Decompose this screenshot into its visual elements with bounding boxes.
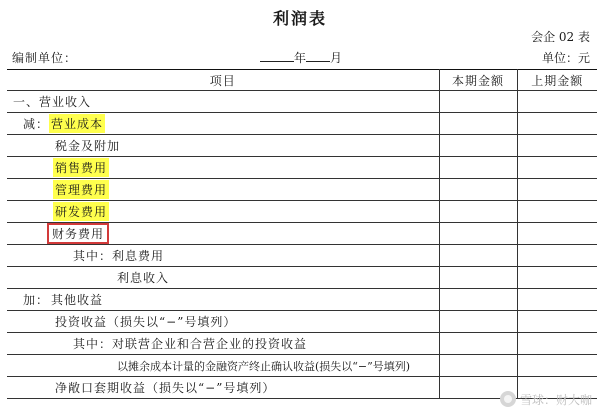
row-item-cell xyxy=(7,179,439,201)
table-row xyxy=(7,311,597,333)
table-row xyxy=(7,135,597,157)
row-label: 投资收益（损失以“−”号填列） xyxy=(55,315,237,329)
current-period-amount-cell xyxy=(439,245,517,267)
current-period-amount-cell xyxy=(439,157,517,179)
row-label: 净敞口套期收益（损失以“−”号填列） xyxy=(55,381,276,395)
current-period-amount-cell xyxy=(439,355,517,377)
table-row xyxy=(7,91,597,113)
row-label: 销售费用 xyxy=(53,158,109,177)
table-row xyxy=(7,179,597,201)
row-item-cell xyxy=(7,245,439,267)
current-period-amount-cell xyxy=(439,113,517,135)
row-item-cell xyxy=(7,267,439,289)
row-label: 其中：对联营企业和合营企业的投资收益 xyxy=(73,337,308,351)
prior-period-amount-cell xyxy=(517,135,597,157)
report-title: 利润表 xyxy=(272,9,327,28)
table-row xyxy=(7,289,597,311)
row-label: 财务费用 xyxy=(47,223,109,244)
table-row xyxy=(7,157,597,179)
prior-period-amount-cell xyxy=(517,333,597,355)
year-label: 年 xyxy=(294,51,307,65)
form-code: 会企 02 表 xyxy=(531,30,590,44)
prior-period-amount-cell xyxy=(517,91,597,113)
column-header-item: 项目 xyxy=(7,70,439,91)
prior-period-amount-cell xyxy=(517,311,597,333)
row-label: 以摊余成本计量的金融资产终止确认收益(损失以“−”号填列) xyxy=(117,359,411,373)
row-label: 一、营业收入 xyxy=(13,95,92,109)
table-row xyxy=(7,267,597,289)
table-row xyxy=(7,223,597,245)
table-row xyxy=(7,333,597,355)
prior-period-amount-cell xyxy=(517,201,597,223)
report-meta-row xyxy=(12,49,590,67)
row-item-cell xyxy=(7,113,439,135)
income-statement-table xyxy=(7,69,597,399)
table-row xyxy=(7,113,597,135)
row-item-cell xyxy=(7,135,439,157)
row-item-cell xyxy=(7,91,439,113)
watermark-text: 雪球：财大咖 xyxy=(519,392,592,407)
current-period-amount-cell xyxy=(439,311,517,333)
table-row xyxy=(7,355,597,377)
row-label: 研发费用 xyxy=(53,202,109,221)
row-label: 管理费用 xyxy=(53,180,109,199)
column-header-prior-period: 上期金额 xyxy=(517,70,597,91)
row-label: 税金及附加 xyxy=(55,139,121,153)
row-item-cell xyxy=(7,333,439,355)
row-prefix: 加： xyxy=(23,293,50,307)
current-period-amount-cell xyxy=(439,289,517,311)
snowball-logo-icon xyxy=(500,391,516,407)
row-label: 其他收益 xyxy=(51,293,104,307)
reporting-entity-label: 编制单位： xyxy=(12,51,78,65)
row-item-cell xyxy=(7,311,439,333)
prior-period-amount-cell xyxy=(517,245,597,267)
row-item-cell xyxy=(7,289,439,311)
table-row xyxy=(7,201,597,223)
current-period-amount-cell xyxy=(439,223,517,245)
current-period-amount-cell xyxy=(439,333,517,355)
watermark xyxy=(500,389,592,409)
prior-period-amount-cell xyxy=(517,223,597,245)
current-period-amount-cell xyxy=(439,135,517,157)
column-header-current-period: 本期金额 xyxy=(439,70,517,91)
row-item-cell xyxy=(7,157,439,179)
row-label: 其中：利息费用 xyxy=(73,249,165,263)
report-period xyxy=(260,49,342,66)
current-period-amount-cell xyxy=(439,267,517,289)
row-label: 营业成本 xyxy=(49,114,105,133)
month-blank xyxy=(306,49,330,62)
row-prefix: 减： xyxy=(23,117,50,131)
prior-period-amount-cell xyxy=(517,289,597,311)
prior-period-amount-cell xyxy=(517,179,597,201)
table-row xyxy=(7,245,597,267)
row-item-cell xyxy=(7,377,439,399)
row-item-cell xyxy=(7,355,439,377)
row-item-cell xyxy=(7,223,439,245)
row-label: 利息收入 xyxy=(117,271,170,285)
row-item-cell xyxy=(7,201,439,223)
month-label: 月 xyxy=(330,51,343,65)
prior-period-amount-cell xyxy=(517,113,597,135)
current-period-amount-cell xyxy=(439,91,517,113)
currency-unit-label: 单位：元 xyxy=(541,51,590,65)
table-header-row xyxy=(7,70,597,91)
year-blank xyxy=(260,49,294,62)
table-body xyxy=(7,91,597,399)
prior-period-amount-cell xyxy=(517,355,597,377)
current-period-amount-cell xyxy=(439,201,517,223)
current-period-amount-cell xyxy=(439,179,517,201)
prior-period-amount-cell xyxy=(517,157,597,179)
prior-period-amount-cell xyxy=(517,267,597,289)
